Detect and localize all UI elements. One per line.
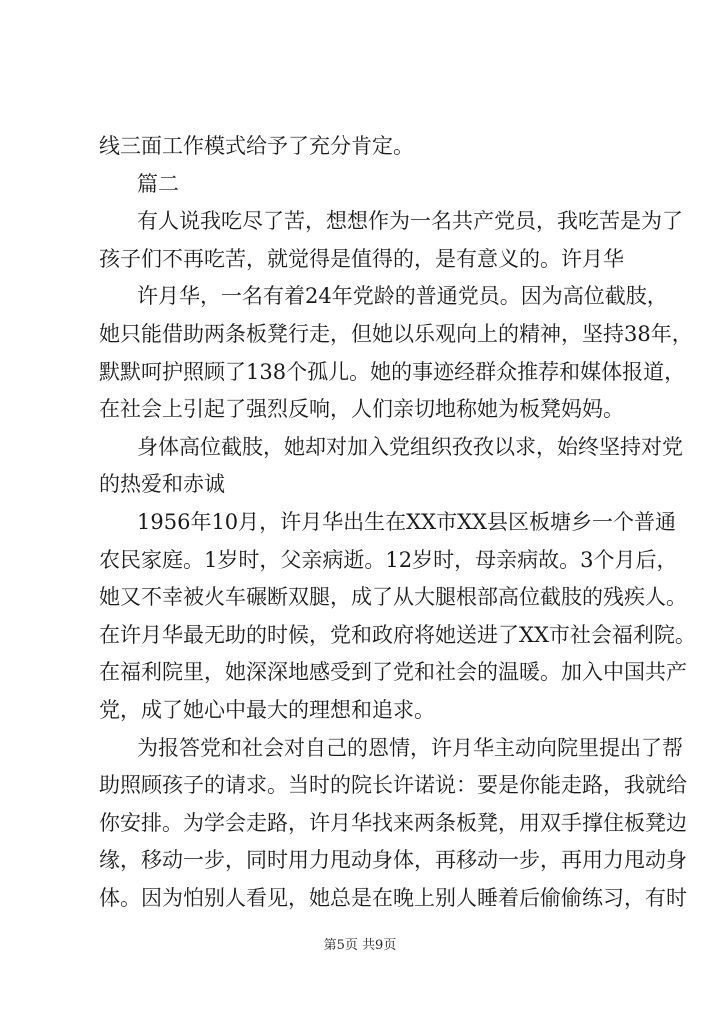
- text-line: 她又不幸被火车碾断双腿，成了从大腿根部高位截肢的残疾人。: [99, 585, 687, 610]
- text-line: 1956年10月，许月华出生在XX市XX县区板塘乡一个普通: [137, 509, 676, 534]
- text-line: 孩子们不再吃苦，就觉得是值得的，是有意义的。许月华: [99, 246, 624, 271]
- text-line: 线三面工作模式给予了充分肯定。: [99, 134, 414, 158]
- text-line: 的热爱和赤诚: [99, 472, 225, 497]
- text-line: 许月华，一名有着24年党龄的普通党员。因为高位截肢，: [137, 284, 668, 309]
- text-line: 缘，移动一步，同时用力甩动身体，再移动一步，再用力甩动身: [99, 848, 687, 873]
- text-line: 在许月华最无助的时候，党和政府将她送进了XX市社会福利院。: [99, 622, 696, 647]
- text-line: 党，成了她心中最大的理想和追求。: [99, 697, 435, 722]
- page-number: 第5页 共9页: [323, 938, 397, 953]
- text-line: 助照顾孩子的请求。当时的院长许诺说：要是你能走路，我就给: [99, 773, 687, 798]
- text-line: 为报答党和社会对自己的恩情，许月华主动向院里提出了帮: [137, 735, 683, 760]
- text-line: 在社会上引起了强烈反响，人们亲切地称她为板凳妈妈。: [99, 397, 624, 422]
- text-line: 身体高位截肢，她却对加入党组织孜孜以求，始终坚持对党: [137, 434, 683, 459]
- text-line: 体。因为怕别人看见，她总是在晚上别人睡着后偷偷练习，有时: [99, 885, 687, 910]
- text-line: 有人说我吃尽了苦，想想作为一名共产党员，我吃苦是为了: [137, 209, 683, 234]
- text-line: 在福利院里，她深深地感受到了党和社会的温暖。加入中国共产: [99, 660, 687, 685]
- text-line: 你安排。为学会走路，许月华找来两条板凳，用双手撑住板凳边: [99, 810, 687, 835]
- text-line: 农民家庭。1岁时，父亲病逝。12岁时，母亲病故。3个月后，: [99, 547, 678, 572]
- section-heading: 篇二: [137, 171, 179, 196]
- text-line: 默默呵护照顾了138个孤儿。她的事迹经群众推荐和媒体报道，: [99, 359, 686, 384]
- body-text: [99, 128, 696, 917]
- text-line: 她只能借助两条板凳行走，但她以乐观向上的精神，坚持38年，: [99, 321, 693, 346]
